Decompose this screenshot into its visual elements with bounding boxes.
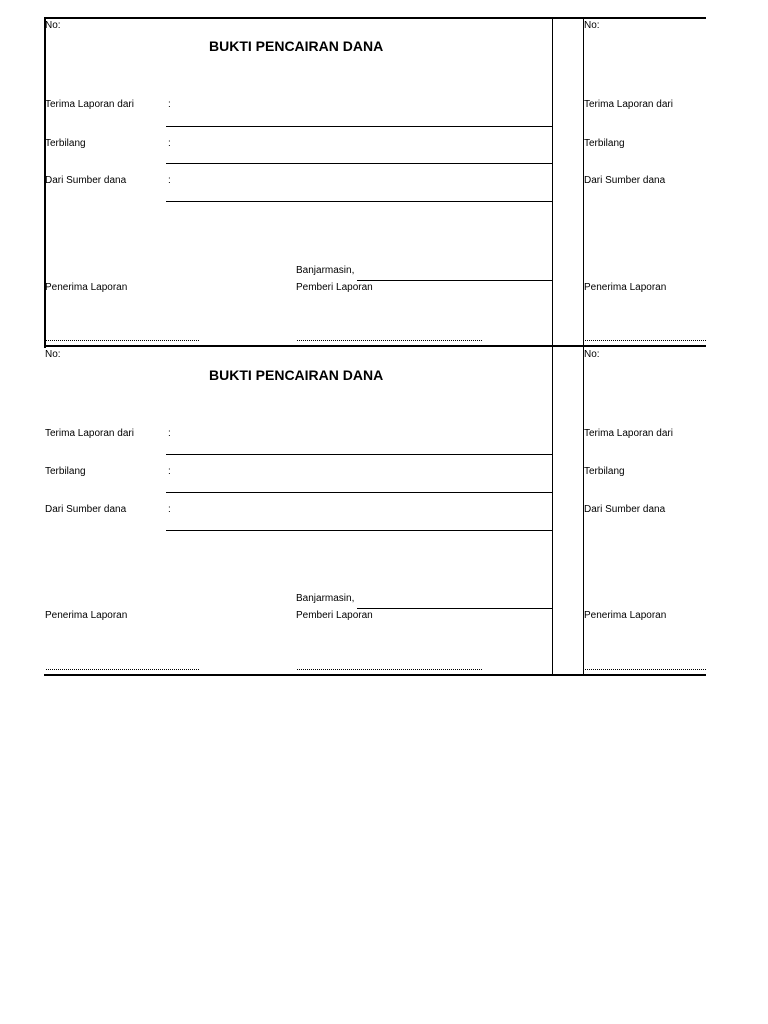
stub-no-label: No:: [584, 20, 600, 31]
field-label-terbilang: Terbilang: [45, 466, 86, 477]
receipt-title: BUKTI PENCAIRAN DANA: [209, 38, 384, 54]
stub-signature-line[interactable]: [585, 669, 706, 670]
date-line[interactable]: [357, 608, 552, 609]
field-line-terima-laporan[interactable]: [166, 126, 552, 127]
field-label-terima-laporan: Terima Laporan dari: [45, 99, 134, 110]
stub-field-label-terbilang: Terbilang: [584, 466, 625, 477]
giver-label: Pemberi Laporan: [296, 282, 373, 293]
receipt-right-border: [552, 18, 553, 346]
receiver-signature-line[interactable]: [46, 669, 199, 670]
receipt-top: [0, 0, 768, 330]
field-line-terbilang[interactable]: [166, 492, 552, 493]
receipt-right-border: [552, 347, 553, 675]
field-label-sumber-dana: Dari Sumber dana: [45, 504, 127, 515]
no-label: No:: [45, 349, 61, 360]
field-line-terbilang[interactable]: [166, 163, 552, 164]
receiver-label: Penerima Laporan: [45, 282, 128, 293]
field-label-terima-laporan: Terima Laporan dari: [45, 428, 134, 439]
stub-no-label: No:: [584, 349, 600, 360]
giver-label: Pemberi Laporan: [296, 610, 373, 621]
stub-field-label-terbilang: Terbilang: [584, 138, 625, 149]
receiver-label: Penerima Laporan: [45, 610, 128, 621]
stub-field-label-sumber-dana: Dari Sumber dana: [584, 504, 666, 515]
receipt-top-border: [44, 17, 706, 19]
field-label-sumber-dana: Dari Sumber dana: [45, 175, 127, 186]
city-label: Banjarmasin,: [296, 593, 355, 604]
receipt-bottom-border: [44, 674, 706, 676]
field-colon: :: [168, 138, 171, 149]
city-label: Banjarmasin,: [296, 265, 355, 276]
stub-receiver-label: Penerima Laporan: [584, 282, 667, 293]
field-line-sumber-dana[interactable]: [166, 201, 552, 202]
stub-field-label-terima-laporan: Terima Laporan dari: [584, 428, 673, 439]
giver-signature-line[interactable]: [297, 669, 482, 670]
field-colon: :: [168, 99, 171, 110]
field-colon: :: [168, 504, 171, 515]
field-colon: :: [168, 466, 171, 477]
field-colon: :: [168, 428, 171, 439]
stub-field-label-terima-laporan: Terima Laporan dari: [584, 99, 673, 110]
receipt-bottom: [0, 329, 768, 659]
field-label-terbilang: Terbilang: [45, 138, 86, 149]
receipt-title: BUKTI PENCAIRAN DANA: [209, 367, 384, 383]
no-label: No:: [45, 20, 61, 31]
field-line-sumber-dana[interactable]: [166, 530, 552, 531]
stub-receiver-label: Penerima Laporan: [584, 610, 667, 621]
field-line-terima-laporan[interactable]: [166, 454, 552, 455]
date-line[interactable]: [357, 280, 552, 281]
field-colon: :: [168, 175, 171, 186]
stub-field-label-sumber-dana: Dari Sumber dana: [584, 175, 666, 186]
